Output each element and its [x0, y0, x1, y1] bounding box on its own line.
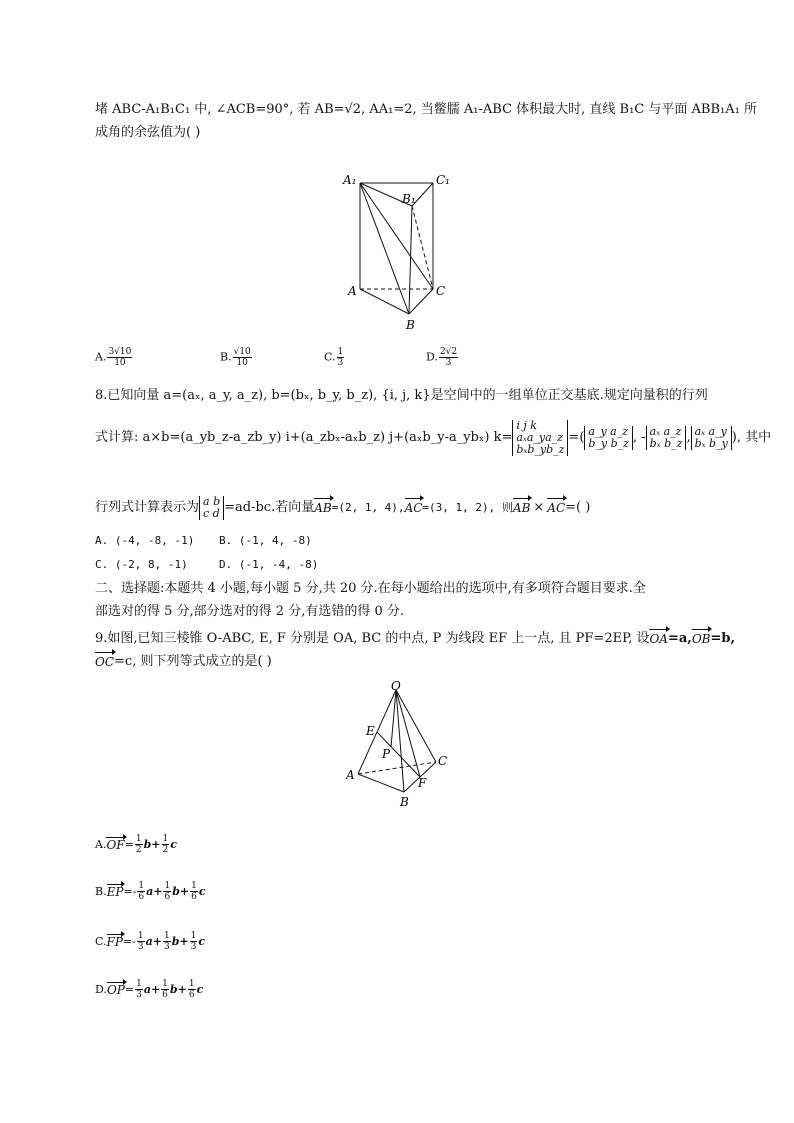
label-a: A	[346, 768, 355, 782]
q7-line1: 堵 ABC-A₁B₁C₁ 中, ∠ACB=90°, 若 AB=√2, AA₁=2, 当鳖臑 A₁-ABC 体积最大时, 直线 B₁C 与平面 ABB₁A₁ 所	[95, 102, 757, 117]
vector-ac: AC	[404, 501, 423, 515]
determinant-2x2: a b c d	[199, 496, 224, 520]
vector-fp: FP	[106, 934, 123, 949]
label-a: A	[348, 284, 357, 298]
q8-formula-text: 式计算: a×b=(a_yb_z-a_zb_y) i+(a_zbₓ-aₓb_z) j+(aₓb_y-a_ybₓ) k=	[95, 430, 513, 445]
label-p: P	[382, 747, 391, 761]
vector-ep: EP	[106, 884, 124, 899]
q9-option-b: B. EP =- $\frac{1}{6}$ a+ $\frac{1}{6}$ b+ $\frac{1}{6}$ c	[95, 881, 206, 902]
label-b: B	[400, 795, 409, 809]
determinant-minor-3: aₓ a_y bₓ b_y	[691, 426, 732, 450]
vector-ac-2: AC	[547, 501, 566, 515]
q9-line1: 9.如图,已知三棱锥 O-ABC, E, F 分别是 OA, BC 的中点, P 为线段 EF 上一点, 且 PF=2EP, 设 OA =a, OB =b,	[95, 631, 735, 646]
vector-ab: AB	[314, 501, 332, 515]
section2-line2: 部选对的得 5 分,部分选对的得 2 分,有选错的得 0 分.	[95, 604, 405, 619]
label-b: B	[406, 318, 415, 332]
q7-option-b: B. $\frac{√10}{10}$	[220, 347, 251, 368]
vector-op: OP	[106, 982, 125, 997]
label-e: E	[366, 724, 375, 738]
label-b1: B₁	[402, 192, 416, 206]
label-c: C	[436, 284, 446, 298]
q7-option-d: D. $\frac{2√2}{3}$	[426, 347, 458, 368]
vector-of: OF	[106, 837, 125, 852]
q9-option-c: C. FP =- $\frac{1}{3}$ a+ $\frac{1}{3}$ b+ $\frac{1}{3}$ c	[95, 931, 206, 952]
vector-oa: OA	[649, 632, 668, 646]
vector-ab-2: AB	[512, 501, 531, 515]
q8-option-c: C. (-2, 8, -1)	[95, 558, 188, 571]
determinant-minor-2: aₓ a_z bₓ b_z	[646, 426, 687, 450]
q8-line3: 行列式计算表示为 a b c d =ad-bc.若向量 AB =(2, 1, 4), AC =(3, 1, 2), 则 AB × AC =( )	[95, 495, 591, 520]
q7-option-c: C. $\frac{1}{3}$	[324, 347, 344, 368]
prism-figure	[340, 168, 460, 336]
q8-line1: 8.已知向量 a=(aₓ, a_y, a_z), b=(bₓ, b_y, b_z), {i, j, k}是空间中的一组单位正交基底.规定向量积的行列	[95, 388, 708, 403]
determinant-minor-1: a_y a_z b_y b_z	[584, 426, 633, 450]
q8-line2: 式计算: a×b=(a_yb_z-a_zb_y) i+(a_zbₓ-aₓb_z) j+(aₓb_y-a_ybₓ) k= i j k aₓa_ya_z bₓb_yb_z =( a_y a_z b_y b_z , - aₓ a_z bₓ b_z , aₓ a_y bₓ b_y ), 其中	[95, 419, 772, 456]
q8-option-a: A. (-4, -8, -1)	[95, 534, 195, 547]
q8-option-b: B. (-1, 4, -8)	[219, 534, 312, 547]
label-c1: C₁	[436, 173, 450, 187]
label-f: F	[418, 776, 427, 790]
section2-line1: 二、选择题:本题共 4 小题,每小题 5 分,共 20 分.在每小题给出的选项中,有多项符合题目要求.全	[95, 581, 646, 596]
q8-option-d: D. (-1, -4, -8)	[219, 558, 319, 571]
vector-oc: OC	[95, 655, 115, 669]
tetrahedron-figure	[340, 678, 460, 810]
label-c: C	[438, 754, 448, 768]
q7-option-a: A. $\frac{3√10}{10}$	[95, 347, 132, 368]
q7-line2: 成角的余弦值为( )	[95, 125, 201, 140]
determinant-3x3: i j k aₓa_ya_z bₓb_yb_z	[512, 420, 568, 456]
label-o: O	[391, 679, 401, 693]
q9-option-a: A. OF = $\frac{1}{2}$ b+ $\frac{1}{2}$ c	[95, 834, 177, 855]
q9-line2: OC =c, 则下列等式成立的是( )	[95, 654, 272, 669]
q9-option-d: D. OP = $\frac{1}{3}$ a+ $\frac{1}{6}$ b+ $\frac{1}{6}$ c	[95, 979, 204, 1000]
label-a1: A₁	[343, 173, 357, 187]
vector-ob: OB	[691, 632, 711, 646]
